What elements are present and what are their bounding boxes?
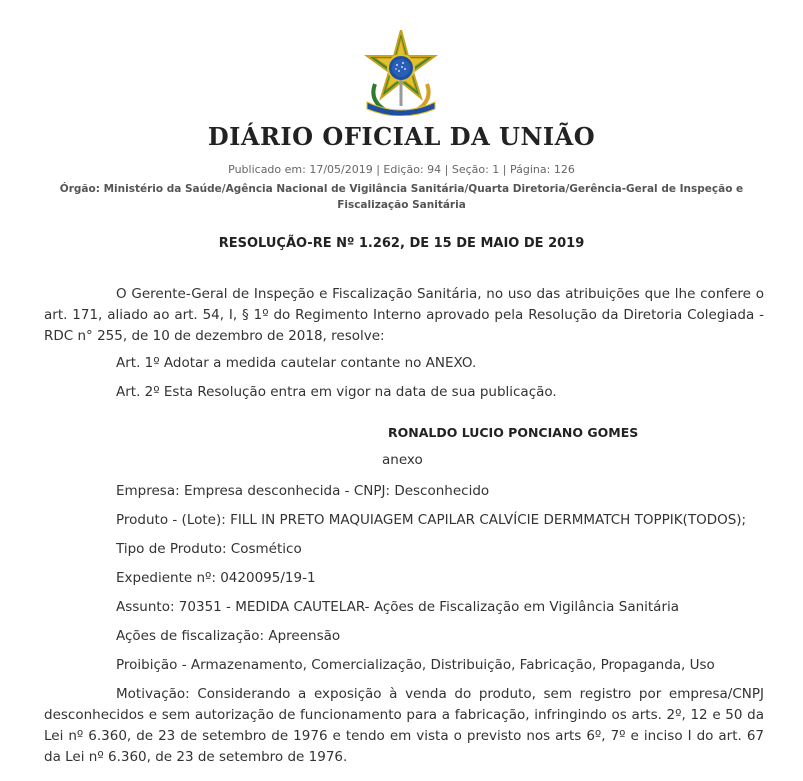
annex-prohibition: Proibição - Armazenamento, Comercialização, Distribuição, Fabricação, Propaganda, Uso — [116, 657, 715, 673]
issuing-agency: Órgão: Ministério da Saúde/Agência Nacional de Vigilância Sanitária/Quarta Diretoria/Gerência-Geral de Inspeção e Fiscalização Sanitária — [59, 183, 744, 211]
resolution-title: RESOLUÇÃO-RE Nº 1.262, DE 15 DE MAIO DE 2019 — [218, 236, 585, 251]
article-1: Art. 1º Adotar a medida cautelar contante no ANEXO. — [116, 355, 477, 371]
annex-company: Empresa: Empresa desconhecida - CNPJ: Desconhecido — [116, 483, 490, 499]
preamble-paragraph: O Gerente-Geral de Inspeção e Fiscalização Sanitária, no uso das atribuições que lhe confere o art. 171, aliado ao art. 54, I, § 1º do Regimento Interno aprovado pela Resolução da Diretoria Colegiada - RDC n° 255, de 10 de dezembro de 2018, resolve: — [44, 286, 764, 344]
coat-of-arms-emblem — [361, 30, 441, 116]
annex-motivation: Motivação: Considerando a exposição à venda do produto, sem registro por empresa/CNPJ desconhecidos e sem autorização de funcionamento para a fabricação, infringindo os arts. 2º, 12 e 50 da Lei nº 6.360, de 23 de setembro de 1976 e tendo em vista o previsto nos arts 6º, 7º e inciso I do art. 67 da Lei nº 6.360, de 23 de setembro de 1976. — [44, 686, 764, 765]
annex-subject: Assunto: 70351 - MEDIDA CAUTELAR- Ações de Fiscalização em Vigilância Sanitária — [116, 599, 680, 615]
article-2: Art. 2º Esta Resolução entra em vigor na data de sua publicação. — [116, 384, 557, 400]
annex-expediente: Expediente nº: 0420095/19-1 — [116, 570, 316, 586]
annex-label: anexo — [382, 452, 423, 468]
signer-name: RONALDO LUCIO PONCIANO GOMES — [388, 425, 639, 440]
annex-product: Produto - (Lote): FILL IN PRETO MAQUIAGEM CAPILAR CALVÍCIE DERMMATCH TOPPIK(TODOS); — [116, 512, 747, 528]
annex-product-type: Tipo de Produto: Cosmético — [116, 541, 302, 557]
publication-info: Publicado em: 17/05/2019 | Edição: 94 | Seção: 1 | Página: 126 — [228, 163, 575, 176]
annex-actions: Ações de fiscalização: Apreensão — [116, 628, 341, 644]
newspaper-title: DIÁRIO OFICIAL DA UNIÃO — [207, 122, 596, 151]
